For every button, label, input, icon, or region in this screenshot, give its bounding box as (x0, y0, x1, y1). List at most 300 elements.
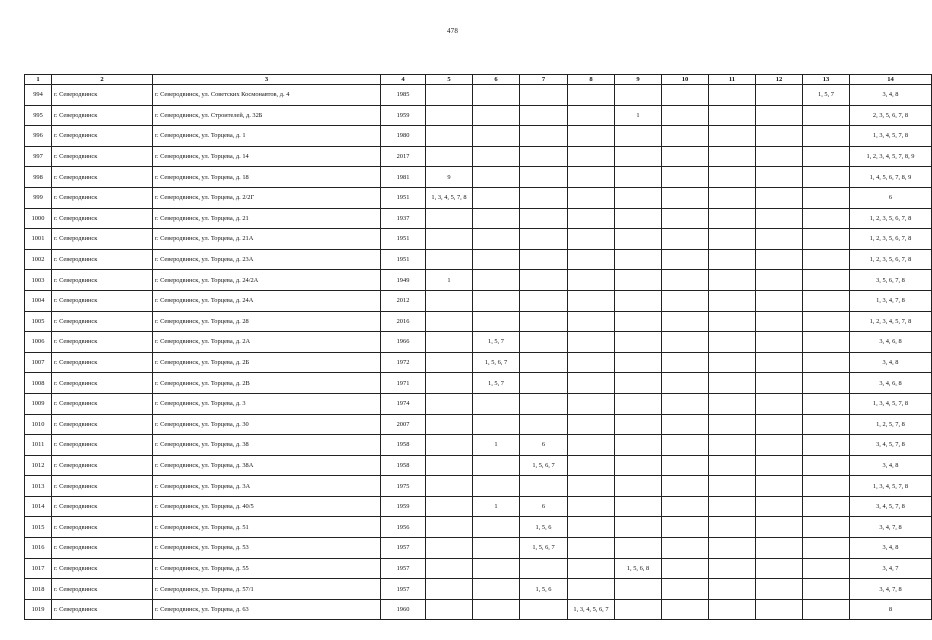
cell-col-14: 1, 2, 3, 5, 6, 7, 8 (850, 249, 932, 270)
cell-col-2: г. Северодвинск (52, 146, 153, 167)
cell-col-14: 8 (850, 599, 932, 620)
cell-col-3: г. Северодвинск, ул. Торцева, д. 63 (153, 599, 381, 620)
table-row (25, 455, 932, 476)
cell-col-12 (756, 270, 803, 291)
cell-col-10 (662, 599, 709, 620)
cell-col-1: 994 (25, 85, 52, 106)
column-header-13: 13 (803, 75, 850, 85)
cell-col-9 (615, 126, 662, 147)
cell-col-14: 1, 2, 3, 5, 6, 7, 8 (850, 208, 932, 229)
cell-col-9 (615, 579, 662, 600)
cell-col-8 (568, 435, 615, 456)
cell-col-2: г. Северодвинск (52, 332, 153, 353)
cell-col-11 (709, 455, 756, 476)
cell-col-2: г. Северодвинск (52, 311, 153, 332)
cell-col-8 (568, 187, 615, 208)
cell-col-13 (803, 393, 850, 414)
cell-col-4: 1957 (381, 538, 426, 559)
cell-col-8 (568, 290, 615, 311)
cell-col-9 (615, 332, 662, 353)
cell-col-2: г. Северодвинск (52, 599, 153, 620)
table-row (25, 599, 932, 620)
cell-col-8 (568, 146, 615, 167)
cell-col-12 (756, 290, 803, 311)
cell-col-5 (426, 146, 473, 167)
cell-col-3: г. Северодвинск, ул. Торцева, д. 18 (153, 167, 381, 188)
cell-col-4: 1960 (381, 599, 426, 620)
cell-col-11 (709, 270, 756, 291)
cell-col-10 (662, 579, 709, 600)
table-row (25, 229, 932, 250)
cell-col-14: 3, 4, 7 (850, 558, 932, 579)
cell-col-6 (473, 187, 520, 208)
cell-col-2: г. Северодвинск (52, 85, 153, 106)
cell-col-6 (473, 538, 520, 559)
cell-col-10 (662, 435, 709, 456)
cell-col-4: 1951 (381, 249, 426, 270)
table-row (25, 476, 932, 497)
cell-col-5 (426, 249, 473, 270)
table-row (25, 538, 932, 559)
header-row (25, 75, 932, 85)
cell-col-8 (568, 352, 615, 373)
cell-col-12 (756, 352, 803, 373)
cell-col-7: 1, 5, 6 (520, 579, 568, 600)
cell-col-5 (426, 455, 473, 476)
cell-col-5: 9 (426, 167, 473, 188)
cell-col-9 (615, 435, 662, 456)
cell-col-3: г. Северодвинск, ул. Торцева, д. 2Б (153, 352, 381, 373)
cell-col-7 (520, 558, 568, 579)
cell-col-12 (756, 558, 803, 579)
cell-col-9 (615, 208, 662, 229)
cell-col-3: г. Северодвинск, ул. Торцева, д. 53 (153, 538, 381, 559)
cell-col-1: 1002 (25, 249, 52, 270)
cell-col-3: г. Северодвинск, ул. Торцева, д. 2А (153, 332, 381, 353)
cell-col-4: 1959 (381, 496, 426, 517)
table-row (25, 187, 932, 208)
cell-col-9 (615, 290, 662, 311)
cell-col-13 (803, 455, 850, 476)
cell-col-11 (709, 126, 756, 147)
cell-col-7 (520, 126, 568, 147)
column-header-11: 11 (709, 75, 756, 85)
cell-col-3: г. Северодвинск, ул. Торцева, д. 21 (153, 208, 381, 229)
column-header-5: 5 (426, 75, 473, 85)
cell-col-7: 1, 5, 6, 7 (520, 455, 568, 476)
cell-col-5: 1, 3, 4, 5, 7, 8 (426, 187, 473, 208)
table-body (25, 85, 932, 620)
cell-col-3: г. Северодвинск, ул. Торцева, д. 51 (153, 517, 381, 538)
cell-col-3: г. Северодвинск, ул. Строителей, д. 32Б (153, 105, 381, 126)
column-header-10: 10 (662, 75, 709, 85)
cell-col-5 (426, 414, 473, 435)
cell-col-4: 1958 (381, 435, 426, 456)
cell-col-10 (662, 496, 709, 517)
cell-col-5 (426, 435, 473, 456)
cell-col-2: г. Северодвинск (52, 538, 153, 559)
cell-col-4: 2012 (381, 290, 426, 311)
cell-col-13 (803, 146, 850, 167)
cell-col-1: 1003 (25, 270, 52, 291)
cell-col-5 (426, 229, 473, 250)
cell-col-2: г. Северодвинск (52, 579, 153, 600)
column-header-3: 3 (153, 75, 381, 85)
cell-col-14: 1, 2, 3, 5, 6, 7, 8 (850, 229, 932, 250)
cell-col-7 (520, 187, 568, 208)
cell-col-5 (426, 538, 473, 559)
cell-col-11 (709, 414, 756, 435)
cell-col-9 (615, 85, 662, 106)
cell-col-7 (520, 208, 568, 229)
cell-col-11 (709, 579, 756, 600)
cell-col-10 (662, 187, 709, 208)
cell-col-4: 1959 (381, 105, 426, 126)
table-row (25, 167, 932, 188)
cell-col-13 (803, 249, 850, 270)
cell-col-8 (568, 167, 615, 188)
cell-col-7 (520, 599, 568, 620)
cell-col-13 (803, 167, 850, 188)
cell-col-2: г. Северодвинск (52, 435, 153, 456)
cell-col-11 (709, 290, 756, 311)
column-header-8: 8 (568, 75, 615, 85)
cell-col-7 (520, 290, 568, 311)
cell-col-3: г. Северодвинск, ул. Торцева, д. 1 (153, 126, 381, 147)
cell-col-13 (803, 311, 850, 332)
cell-col-9 (615, 187, 662, 208)
cell-col-9 (615, 599, 662, 620)
cell-col-1: 1012 (25, 455, 52, 476)
cell-col-6: 1 (473, 435, 520, 456)
cell-col-8 (568, 105, 615, 126)
cell-col-6 (473, 599, 520, 620)
cell-col-14: 3, 5, 6, 7, 8 (850, 270, 932, 291)
cell-col-2: г. Северодвинск (52, 373, 153, 394)
cell-col-5 (426, 373, 473, 394)
cell-col-1: 996 (25, 126, 52, 147)
cell-col-6 (473, 517, 520, 538)
cell-col-5 (426, 126, 473, 147)
cell-col-1: 1001 (25, 229, 52, 250)
cell-col-7: 6 (520, 496, 568, 517)
cell-col-8 (568, 249, 615, 270)
cell-col-7 (520, 167, 568, 188)
cell-col-14: 3, 4, 7, 8 (850, 579, 932, 600)
cell-col-7 (520, 476, 568, 497)
cell-col-3: г. Северодвинск, ул. Торцева, д. 38 (153, 435, 381, 456)
cell-col-4: 1958 (381, 455, 426, 476)
cell-col-10 (662, 167, 709, 188)
cell-col-1: 995 (25, 105, 52, 126)
cell-col-2: г. Северодвинск (52, 249, 153, 270)
cell-col-9 (615, 229, 662, 250)
cell-col-14: 3, 4, 6, 8 (850, 332, 932, 353)
cell-col-6: 1 (473, 496, 520, 517)
cell-col-3: г. Северодвинск, ул. Торцева, д. 3А (153, 476, 381, 497)
cell-col-2: г. Северодвинск (52, 105, 153, 126)
column-header-7: 7 (520, 75, 568, 85)
cell-col-10 (662, 311, 709, 332)
table-row (25, 208, 932, 229)
cell-col-1: 999 (25, 187, 52, 208)
cell-col-5 (426, 517, 473, 538)
cell-col-13 (803, 105, 850, 126)
cell-col-10 (662, 332, 709, 353)
table-row (25, 579, 932, 600)
cell-col-4: 1971 (381, 373, 426, 394)
cell-col-2: г. Северодвинск (52, 558, 153, 579)
cell-col-2: г. Северодвинск (52, 270, 153, 291)
table-row (25, 126, 932, 147)
cell-col-9 (615, 249, 662, 270)
cell-col-6 (473, 476, 520, 497)
cell-col-3: г. Северодвинск, ул. Торцева, д. 30 (153, 414, 381, 435)
cell-col-14: 1, 2, 5, 7, 8 (850, 414, 932, 435)
cell-col-5 (426, 208, 473, 229)
cell-col-5 (426, 476, 473, 497)
cell-col-9 (615, 167, 662, 188)
cell-col-2: г. Северодвинск (52, 476, 153, 497)
cell-col-12 (756, 167, 803, 188)
cell-col-14: 3, 4, 8 (850, 352, 932, 373)
cell-col-6 (473, 579, 520, 600)
cell-col-2: г. Северодвинск (52, 393, 153, 414)
cell-col-9 (615, 311, 662, 332)
cell-col-5 (426, 290, 473, 311)
cell-col-6 (473, 208, 520, 229)
cell-col-1: 1015 (25, 517, 52, 538)
cell-col-1: 1016 (25, 538, 52, 559)
cell-col-14: 1, 4, 5, 6, 7, 8, 9 (850, 167, 932, 188)
cell-col-1: 1007 (25, 352, 52, 373)
cell-col-14: 6 (850, 187, 932, 208)
cell-col-6 (473, 414, 520, 435)
cell-col-6 (473, 146, 520, 167)
cell-col-12 (756, 249, 803, 270)
cell-col-8 (568, 311, 615, 332)
cell-col-2: г. Северодвинск (52, 496, 153, 517)
cell-col-6 (473, 270, 520, 291)
cell-col-12 (756, 373, 803, 394)
cell-col-9 (615, 352, 662, 373)
cell-col-1: 1006 (25, 332, 52, 353)
cell-col-12 (756, 187, 803, 208)
cell-col-6 (473, 229, 520, 250)
cell-col-3: г. Северодвинск, ул. Торцева, д. 28 (153, 311, 381, 332)
cell-col-8 (568, 393, 615, 414)
cell-col-10 (662, 455, 709, 476)
cell-col-8 (568, 414, 615, 435)
cell-col-8 (568, 517, 615, 538)
cell-col-6 (473, 105, 520, 126)
cell-col-11 (709, 599, 756, 620)
cell-col-7 (520, 414, 568, 435)
cell-col-5 (426, 311, 473, 332)
cell-col-11 (709, 496, 756, 517)
cell-col-8 (568, 126, 615, 147)
cell-col-14: 3, 4, 8 (850, 538, 932, 559)
cell-col-4: 1957 (381, 558, 426, 579)
column-header-4: 4 (381, 75, 426, 85)
cell-col-9 (615, 146, 662, 167)
column-header-6: 6 (473, 75, 520, 85)
cell-col-14: 3, 4, 5, 7, 8 (850, 496, 932, 517)
cell-col-3: г. Северодвинск, ул. Торцева, д. 57/1 (153, 579, 381, 600)
cell-col-10 (662, 393, 709, 414)
cell-col-11 (709, 435, 756, 456)
cell-col-13 (803, 208, 850, 229)
cell-col-14: 2, 3, 5, 6, 7, 8 (850, 105, 932, 126)
cell-col-7: 1, 5, 6, 7 (520, 538, 568, 559)
cell-col-8 (568, 558, 615, 579)
cell-col-12 (756, 85, 803, 106)
cell-col-3: г. Северодвинск, ул. Торцева, д. 14 (153, 146, 381, 167)
cell-col-3: г. Северодвинск, ул. Торцева, д. 55 (153, 558, 381, 579)
cell-col-3: г. Северодвинск, ул. Торцева, д. 3 (153, 393, 381, 414)
cell-col-10 (662, 105, 709, 126)
cell-col-1: 1009 (25, 393, 52, 414)
cell-col-8 (568, 229, 615, 250)
cell-col-4: 1981 (381, 167, 426, 188)
cell-col-2: г. Северодвинск (52, 352, 153, 373)
cell-col-8: 1, 3, 4, 5, 6, 7 (568, 599, 615, 620)
table-row (25, 352, 932, 373)
cell-col-1: 1019 (25, 599, 52, 620)
cell-col-12 (756, 455, 803, 476)
cell-col-1: 1018 (25, 579, 52, 600)
cell-col-4: 1985 (381, 85, 426, 106)
cell-col-6 (473, 290, 520, 311)
cell-col-8 (568, 373, 615, 394)
cell-col-10 (662, 290, 709, 311)
cell-col-10 (662, 414, 709, 435)
cell-col-5 (426, 579, 473, 600)
cell-col-7 (520, 105, 568, 126)
cell-col-13 (803, 599, 850, 620)
table-row (25, 435, 932, 456)
cell-col-1: 1017 (25, 558, 52, 579)
cell-col-12 (756, 579, 803, 600)
table-row (25, 290, 932, 311)
cell-col-10 (662, 85, 709, 106)
cell-col-5 (426, 85, 473, 106)
cell-col-2: г. Северодвинск (52, 208, 153, 229)
table-row (25, 146, 932, 167)
cell-col-2: г. Северодвинск (52, 187, 153, 208)
cell-col-4: 2017 (381, 146, 426, 167)
cell-col-6 (473, 126, 520, 147)
cell-col-5: 1 (426, 270, 473, 291)
cell-col-7 (520, 373, 568, 394)
cell-col-8 (568, 332, 615, 353)
cell-col-13 (803, 435, 850, 456)
cell-col-3: г. Северодвинск, ул. Торцева, д. 23А (153, 249, 381, 270)
cell-col-11 (709, 332, 756, 353)
cell-col-6: 1, 5, 7 (473, 373, 520, 394)
cell-col-11 (709, 249, 756, 270)
cell-col-11 (709, 85, 756, 106)
cell-col-13 (803, 558, 850, 579)
cell-col-8 (568, 85, 615, 106)
cell-col-4: 1951 (381, 229, 426, 250)
cell-col-4: 1975 (381, 476, 426, 497)
cell-col-2: г. Северодвинск (52, 229, 153, 250)
cell-col-13 (803, 538, 850, 559)
cell-col-4: 1957 (381, 579, 426, 600)
cell-col-2: г. Северодвинск (52, 414, 153, 435)
cell-col-3: г. Северодвинск, ул. Торцева, д. 2В (153, 373, 381, 394)
cell-col-13 (803, 126, 850, 147)
cell-col-9 (615, 455, 662, 476)
cell-col-9: 1, 5, 6, 8 (615, 558, 662, 579)
cell-col-9 (615, 517, 662, 538)
table-row (25, 311, 932, 332)
cell-col-13 (803, 476, 850, 497)
cell-col-7: 6 (520, 435, 568, 456)
cell-col-13 (803, 414, 850, 435)
cell-col-14: 3, 4, 5, 7, 8 (850, 435, 932, 456)
cell-col-4: 1937 (381, 208, 426, 229)
cell-col-11 (709, 538, 756, 559)
cell-col-11 (709, 373, 756, 394)
cell-col-6 (473, 167, 520, 188)
cell-col-7 (520, 311, 568, 332)
cell-col-3: г. Северодвинск, ул. Торцева, д. 24А (153, 290, 381, 311)
table-row (25, 496, 932, 517)
cell-col-12 (756, 105, 803, 126)
cell-col-4: 1949 (381, 270, 426, 291)
cell-col-5 (426, 105, 473, 126)
cell-col-13 (803, 187, 850, 208)
cell-col-6 (473, 249, 520, 270)
cell-col-8 (568, 455, 615, 476)
cell-col-8 (568, 476, 615, 497)
cell-col-6 (473, 558, 520, 579)
cell-col-8 (568, 579, 615, 600)
cell-col-6 (473, 455, 520, 476)
cell-col-4: 1966 (381, 332, 426, 353)
cell-col-1: 1010 (25, 414, 52, 435)
table-row (25, 105, 932, 126)
cell-col-10 (662, 229, 709, 250)
table-row (25, 558, 932, 579)
cell-col-4: 1956 (381, 517, 426, 538)
cell-col-10 (662, 352, 709, 373)
cell-col-1: 1011 (25, 435, 52, 456)
cell-col-3: г. Северодвинск, ул. Торцева, д. 24/2А (153, 270, 381, 291)
cell-col-12 (756, 208, 803, 229)
cell-col-13 (803, 332, 850, 353)
cell-col-13 (803, 517, 850, 538)
cell-col-9 (615, 373, 662, 394)
cell-col-4: 1951 (381, 187, 426, 208)
table-row (25, 373, 932, 394)
cell-col-3: г. Северодвинск, ул. Советских Космонавтов, д. 4 (153, 85, 381, 106)
cell-col-12 (756, 311, 803, 332)
cell-col-9 (615, 496, 662, 517)
cell-col-11 (709, 229, 756, 250)
cell-col-1: 1000 (25, 208, 52, 229)
table-row (25, 332, 932, 353)
cell-col-4: 2007 (381, 414, 426, 435)
cell-col-6: 1, 5, 7 (473, 332, 520, 353)
cell-col-11 (709, 558, 756, 579)
cell-col-12 (756, 496, 803, 517)
cell-col-12 (756, 414, 803, 435)
cell-col-14: 3, 4, 6, 8 (850, 373, 932, 394)
cell-col-6 (473, 311, 520, 332)
